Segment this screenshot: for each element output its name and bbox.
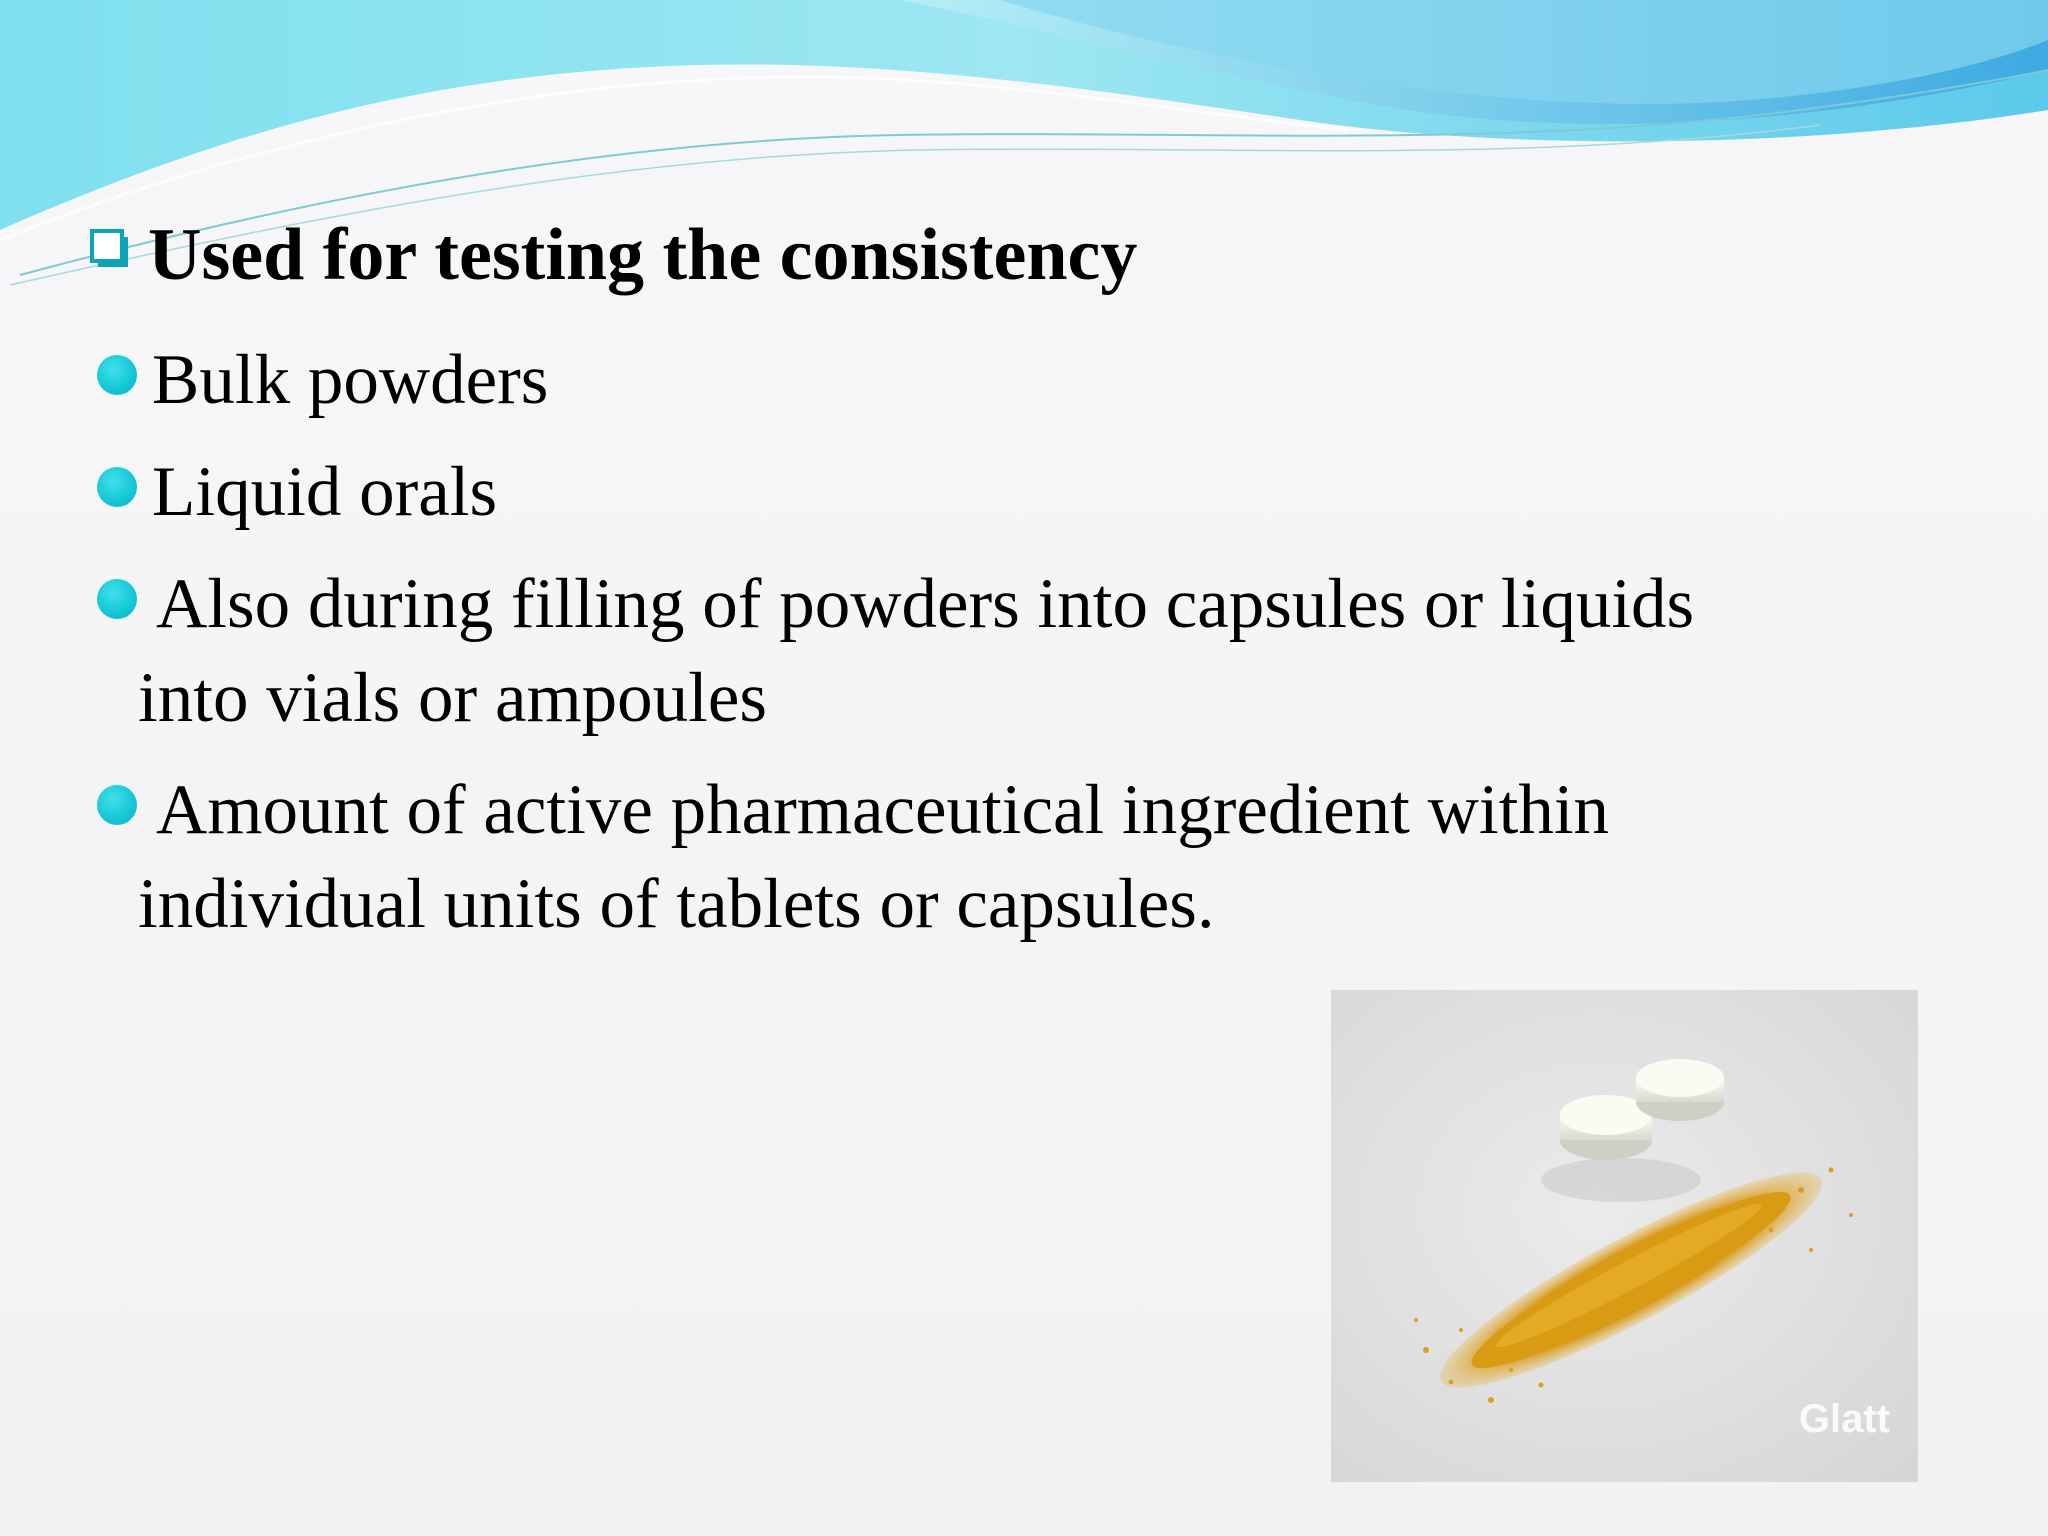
list-item xyxy=(90,763,1990,951)
teal-circle-bullet-icon xyxy=(97,579,137,619)
heading-row xyxy=(90,205,1990,315)
list-item xyxy=(90,557,1990,745)
slide-content xyxy=(90,205,1990,951)
teal-circle-bullet-icon xyxy=(97,467,137,507)
list-item-text: Also during filling of powders into capsules or liquids xyxy=(156,565,1695,643)
list-item xyxy=(90,445,1990,539)
list-item-text: Liquid orals xyxy=(152,453,498,531)
tablets-and-granules-photo xyxy=(1331,990,1918,1482)
teal-circle-bullet-icon xyxy=(97,355,137,395)
list-item xyxy=(90,333,1990,427)
tablet-2 xyxy=(1636,1059,1724,1121)
slide-heading: Used for testing the consistency xyxy=(148,214,1138,296)
list-item-text-continued: into vials or ampoules xyxy=(138,659,768,737)
glatt-watermark-logo: Glatt xyxy=(1798,1397,1890,1441)
list-item-text: Amount of active pharmaceutical ingredient within xyxy=(156,771,1610,849)
checkbox-square-icon xyxy=(90,227,134,289)
list-item-text: Bulk powders xyxy=(152,341,549,419)
list-item-text-continued: individual units of tablets or capsules. xyxy=(138,865,1215,943)
teal-circle-bullet-icon xyxy=(97,785,137,825)
